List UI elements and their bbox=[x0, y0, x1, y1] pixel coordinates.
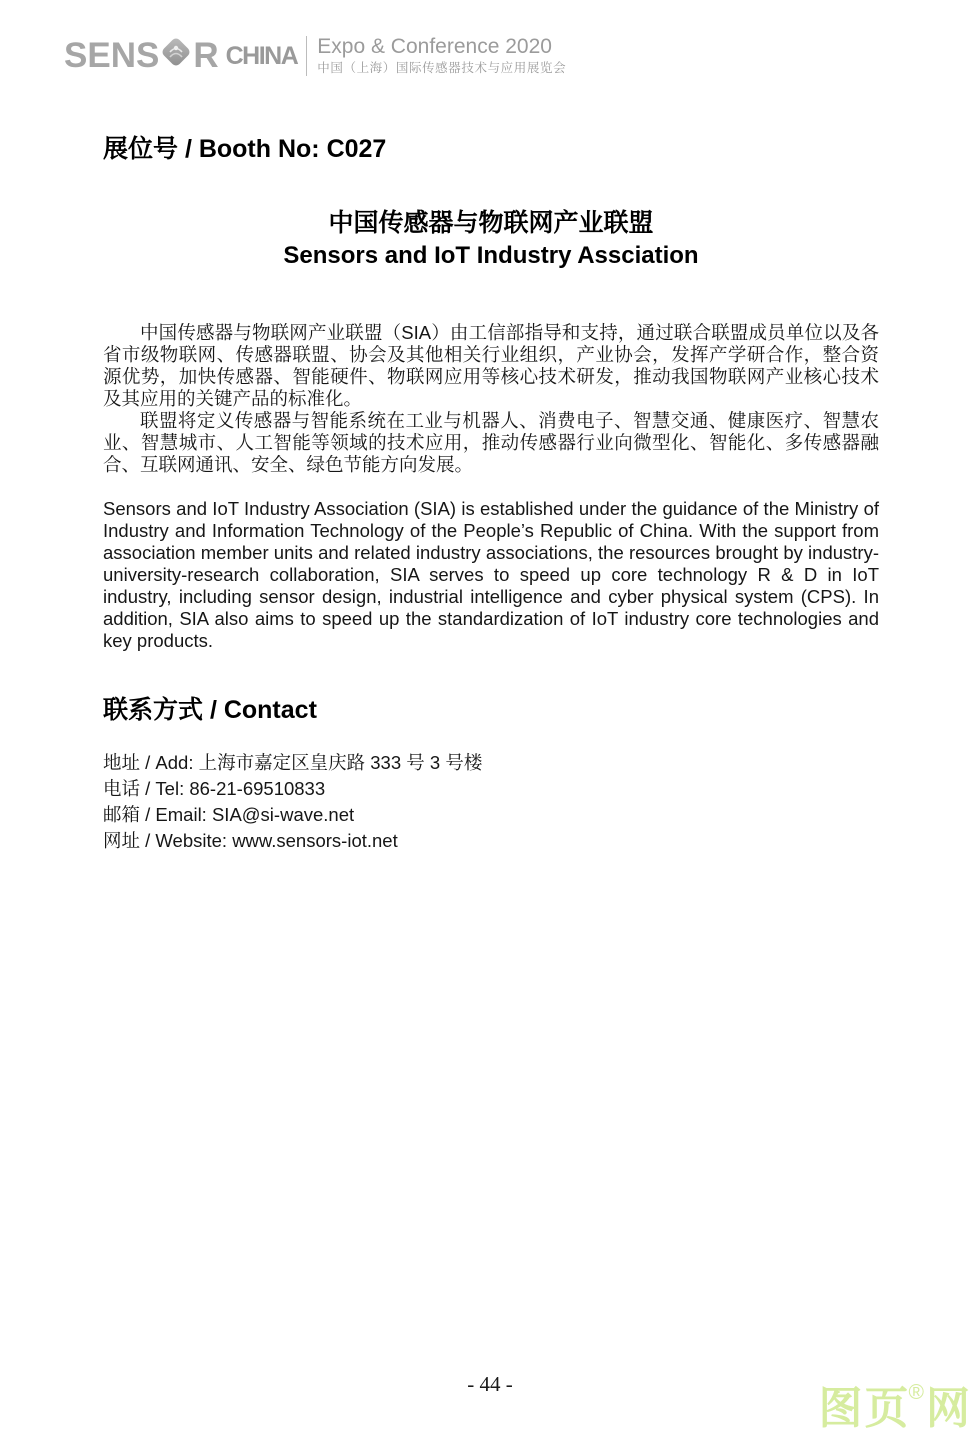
exhibitor-title-block bbox=[103, 207, 879, 271]
logo-brand-prefix: SENS bbox=[64, 35, 160, 75]
watermark-text-left: 图页 bbox=[818, 1384, 911, 1433]
logo-country-text: CHINA bbox=[225, 41, 298, 70]
logo-brand-suffix: R bbox=[193, 35, 219, 75]
content-column bbox=[103, 0, 879, 854]
contact-email: 邮箱 / Email: SIA@si-wave.net bbox=[103, 804, 355, 825]
intro-chinese-paragraph-2: 联盟将定义传感器与智能系统在工业与机器人、消费电子、智慧交通、健康医疗、智慧农业、智慧城市、人工智能等领域的技术应用，推动传感器行业向微型化、智能化、多传感器融合、互联网通讯、安全、绿色节能方向发展。 bbox=[103, 410, 879, 475]
event-name-chinese: 中国（上海）国际传感器技术与应用展览会 bbox=[317, 61, 567, 75]
intro-english bbox=[103, 498, 879, 652]
contact-website: 网址 / Website: www.sensors-iot.net bbox=[103, 830, 398, 851]
exhibitor-title-english: Sensors and IoT Industry Assciation bbox=[283, 242, 699, 269]
watermark-text-right: 网 bbox=[926, 1384, 972, 1433]
intro-chinese bbox=[103, 322, 879, 476]
intro-chinese-paragraph-1: 中国传感器与物联网产业联盟（SIA）由工信部指导和支持，通过联合联盟成员单位以及各省市级物联网、传感器联盟、协会及其他相关行业组织，产业协会，发挥产学研合作，整合资源优势，加快传感器、智能硬件、物联网应用等核心技术研发，推动我国物联网产业核心技术及其应用的关键产品的标准化。 bbox=[103, 322, 879, 409]
exhibitor-title-chinese: 中国传感器与物联网产业联盟 bbox=[328, 209, 654, 237]
contact-details bbox=[103, 750, 879, 854]
watermark-logo bbox=[818, 1381, 972, 1439]
booth-number-heading: 展位号 / Booth No: C027 bbox=[103, 135, 387, 163]
contact-tel: 电话 / Tel: 86-21-69510833 bbox=[103, 778, 326, 799]
event-name: Expo & Conference 2020 bbox=[317, 35, 552, 58]
registered-trademark-icon: ® bbox=[908, 1381, 924, 1404]
contact-address: 地址 / Add: 上海市嘉定区皇庆路 333 号 3 号楼 bbox=[103, 752, 483, 773]
page-number: - 44 - bbox=[467, 1372, 513, 1396]
intro-english-paragraph: Sensors and IoT Industry Association (SIA) is established under the guidance of the Ministry of Industry and Information Technology of the People’s Republic of China. With the support from association member units and related industry associations, the resources brought by industry-university-research collaboration, SIA serves to speed up core technology R & D in IoT industry, including sensor design, industrial intelligence and cyber physical system (CPS). In addition, SIA also aims to speed up the standardization of IoT industry core technologies and key products. bbox=[103, 498, 879, 651]
contact-heading: 联系方式 / Contact bbox=[103, 696, 317, 724]
